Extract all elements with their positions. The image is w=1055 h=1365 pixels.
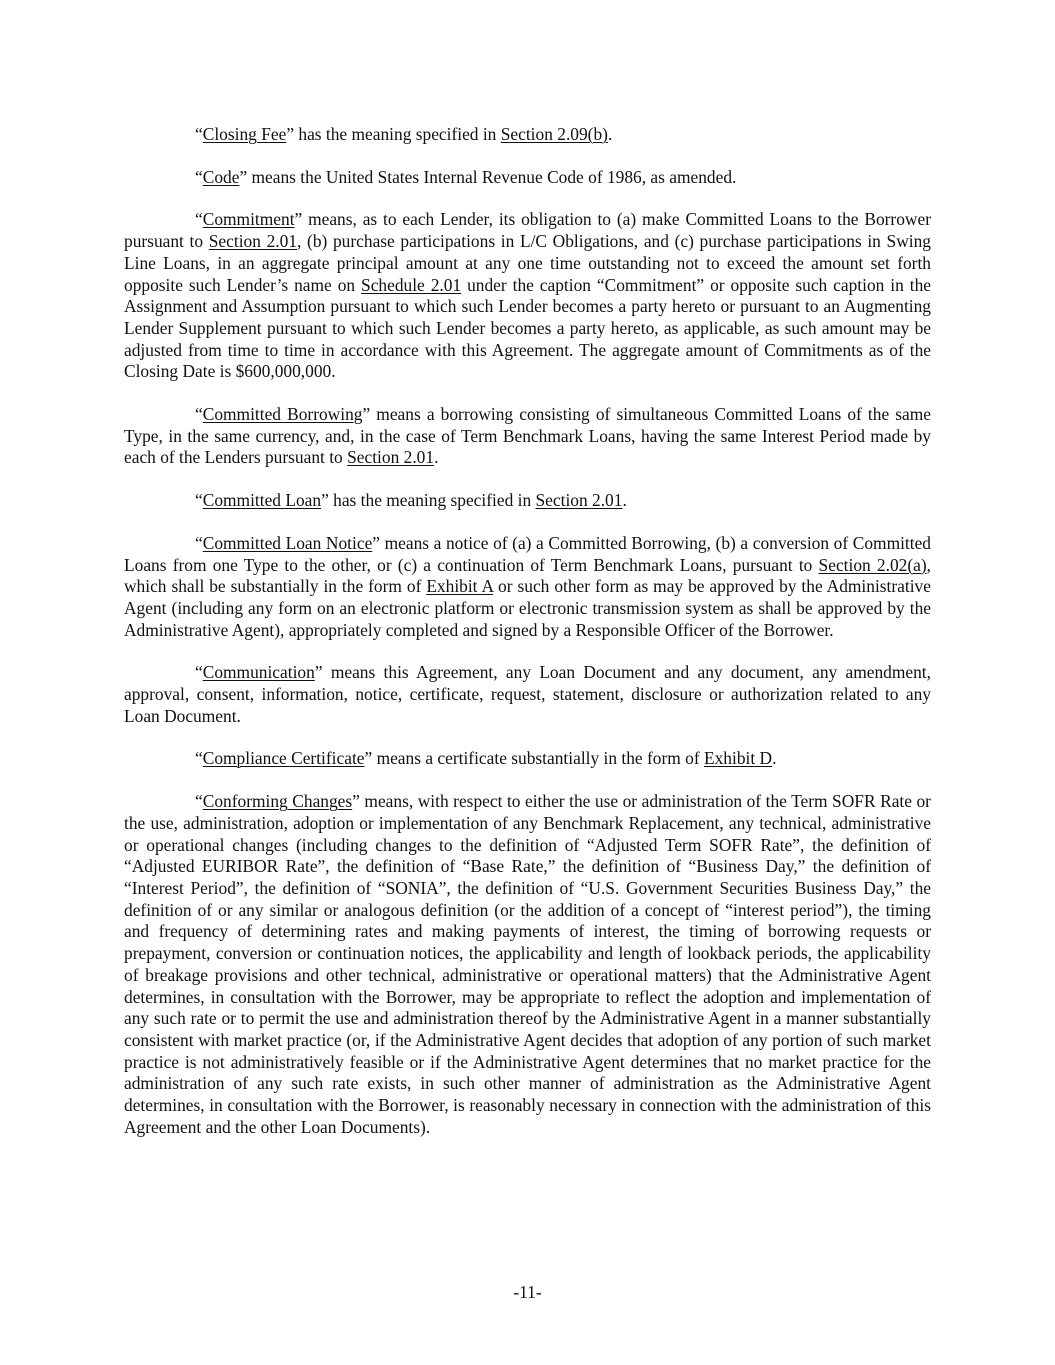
defined-term: Committed Loan Notice [202, 532, 373, 553]
defined-term: Commitment [202, 209, 295, 230]
definition-text: . [434, 447, 439, 468]
definition-text: ” means this Agreement, any Loan Document and any document, any amendment, approval, consent, information, notice, certificate, request, statement, disclosure or authorization related to any Loan Document. [124, 662, 931, 726]
cross-reference: Exhibit D [703, 748, 773, 769]
open-quote: “ [195, 748, 203, 769]
definition-text: ” means, with respect to either the use or administration of the Term SOFR Rate or the use, administration, adoption or implementation of any Benchmark Replacement, any technical, administrative or operational changes (including changes to the definition of “Adjusted Term SOFR Rate”, the definition of “Adjusted EURIBOR Rate”, the definition of “Base Rate,” the definition of “Business Day,” the definition of “Interest Period”, the definition of “SONIA”, the definition of “U.S. Government Securities Business Day,” the definition of or any similar or analogous definition (or the addition of a concept of “interest period”), the timing and frequency of determining rates and making payments of interest, the timing of borrowing requests or prepayment, conversion or continuation notices, the applicability and length of lookback periods, the applicability of breakage provisions and other technical, administrative or operational matters) that the Administrative Agent determines, in consultation with the Borrower, may be appropriate to reflect the adoption and implementation of any such rate or to permit the use and administration thereof by the Administrative Agent in a manner substantially consistent with market practice (or, if the Administrative Agent decides that adoption of any portion of such market practice is not administratively feasible or if the Administrative Agent determines that no market practice for the administration of any such rate exists, in such other manner of administration as the Administrative Agent determines, in consultation with the Borrower, is reasonably necessary in connection with the administration of this Agreement and the other Loan Documents). [124, 791, 931, 1137]
cross-reference: Section 2.02(a) [818, 554, 927, 575]
open-quote: “ [195, 662, 203, 683]
open-quote: “ [195, 166, 203, 187]
open-quote: “ [195, 532, 203, 553]
definition-text: . [607, 124, 613, 144]
cross-reference: Exhibit A [426, 576, 494, 597]
open-quote: “ [195, 209, 203, 230]
definition-text: ” means the United States Internal Revenue Code of 1986, as amended. [239, 166, 737, 187]
defined-term: Committed Borrowing [202, 404, 363, 425]
definition-commitment [124, 209, 931, 383]
definition-text: under the caption “Commitment” or opposite such caption in the Assignment and Assumption pursuant to which such Lender becomes a party hereto or pursuant to an Augmenting Lender Supplement pursuant to which such Lender becomes a party hereto, as applicable, as such amount may be adjusted from time to time in accordance with this Agreement. The aggregate amount of Commitments as of the Closing Date is $600,000,000. [124, 274, 932, 382]
definition-text: , (b) purchase participations in L/C Obligations, and (c) purchase participations in Swing Line Loans, in an aggregate principal amount at any one time outstanding not to exceed the amount set forth opposite such Lender’s name on [124, 231, 931, 295]
definition-text: ” means a certificate substantially in the form of [364, 748, 704, 769]
definition-code [124, 167, 931, 189]
open-quote: “ [195, 791, 203, 812]
cross-reference: Section 2.01 [208, 231, 298, 252]
defined-term: Closing Fee [202, 124, 287, 144]
open-quote: “ [195, 404, 203, 425]
cross-reference: Section 2.01 [535, 490, 623, 511]
cross-reference: Section 2.01 [347, 447, 435, 468]
definition-text: . [772, 748, 777, 769]
definition-closing-fee [124, 124, 931, 146]
definition-committed-borrowing [124, 404, 931, 469]
defined-term: Communication [202, 662, 315, 683]
definition-communication [124, 662, 931, 727]
definition-text: ” has the meaning specified in [286, 124, 501, 144]
cross-reference: Schedule 2.01 [361, 274, 462, 295]
open-quote: “ [195, 124, 203, 144]
defined-term: Compliance Certificate [202, 748, 365, 769]
definition-text: ” means a notice of (a) a Committed Borrowing, (b) a conversion of Committed Loans from one Type to the other, or (c) a continuation of Term Benchmark Loans, pursuant to [124, 532, 932, 575]
definition-text: ” means, as to each Lender, its obligation to (a) make Committed Loans to the Borrower pursuant to [124, 209, 931, 252]
open-quote: “ [195, 490, 203, 511]
definition-text: ” has the meaning specified in [321, 490, 536, 511]
definition-compliance-certificate [124, 748, 931, 770]
document-page [124, 124, 931, 1159]
definition-conforming-changes [124, 791, 931, 1138]
definition-committed-loan-notice [124, 533, 931, 642]
definition-committed-loan [124, 490, 931, 512]
definition-text: . [622, 490, 627, 511]
definition-text: , which shall be substantially in the form of [124, 554, 931, 597]
page-number: -11- [513, 1282, 542, 1302]
definition-text: ” means a borrowing consisting of simultaneous Committed Loans of the same Type, in the same currency, and, in the case of Term Benchmark Loans, having the same Interest Period made by each of the Lenders pursuant to [124, 404, 932, 468]
defined-term: Committed Loan [202, 490, 322, 511]
defined-term: Code [202, 166, 240, 187]
cross-reference: Section 2.09(b) [500, 124, 608, 144]
definition-text: or such other form as may be approved by the Administrative Agent (including any form on an electronic platform or electronic transmission system as shall be approved by the Administrative Agent), appropriately completed and signed by a Responsible Officer of the Borrower. [124, 576, 931, 640]
defined-term: Conforming Changes [202, 791, 353, 812]
